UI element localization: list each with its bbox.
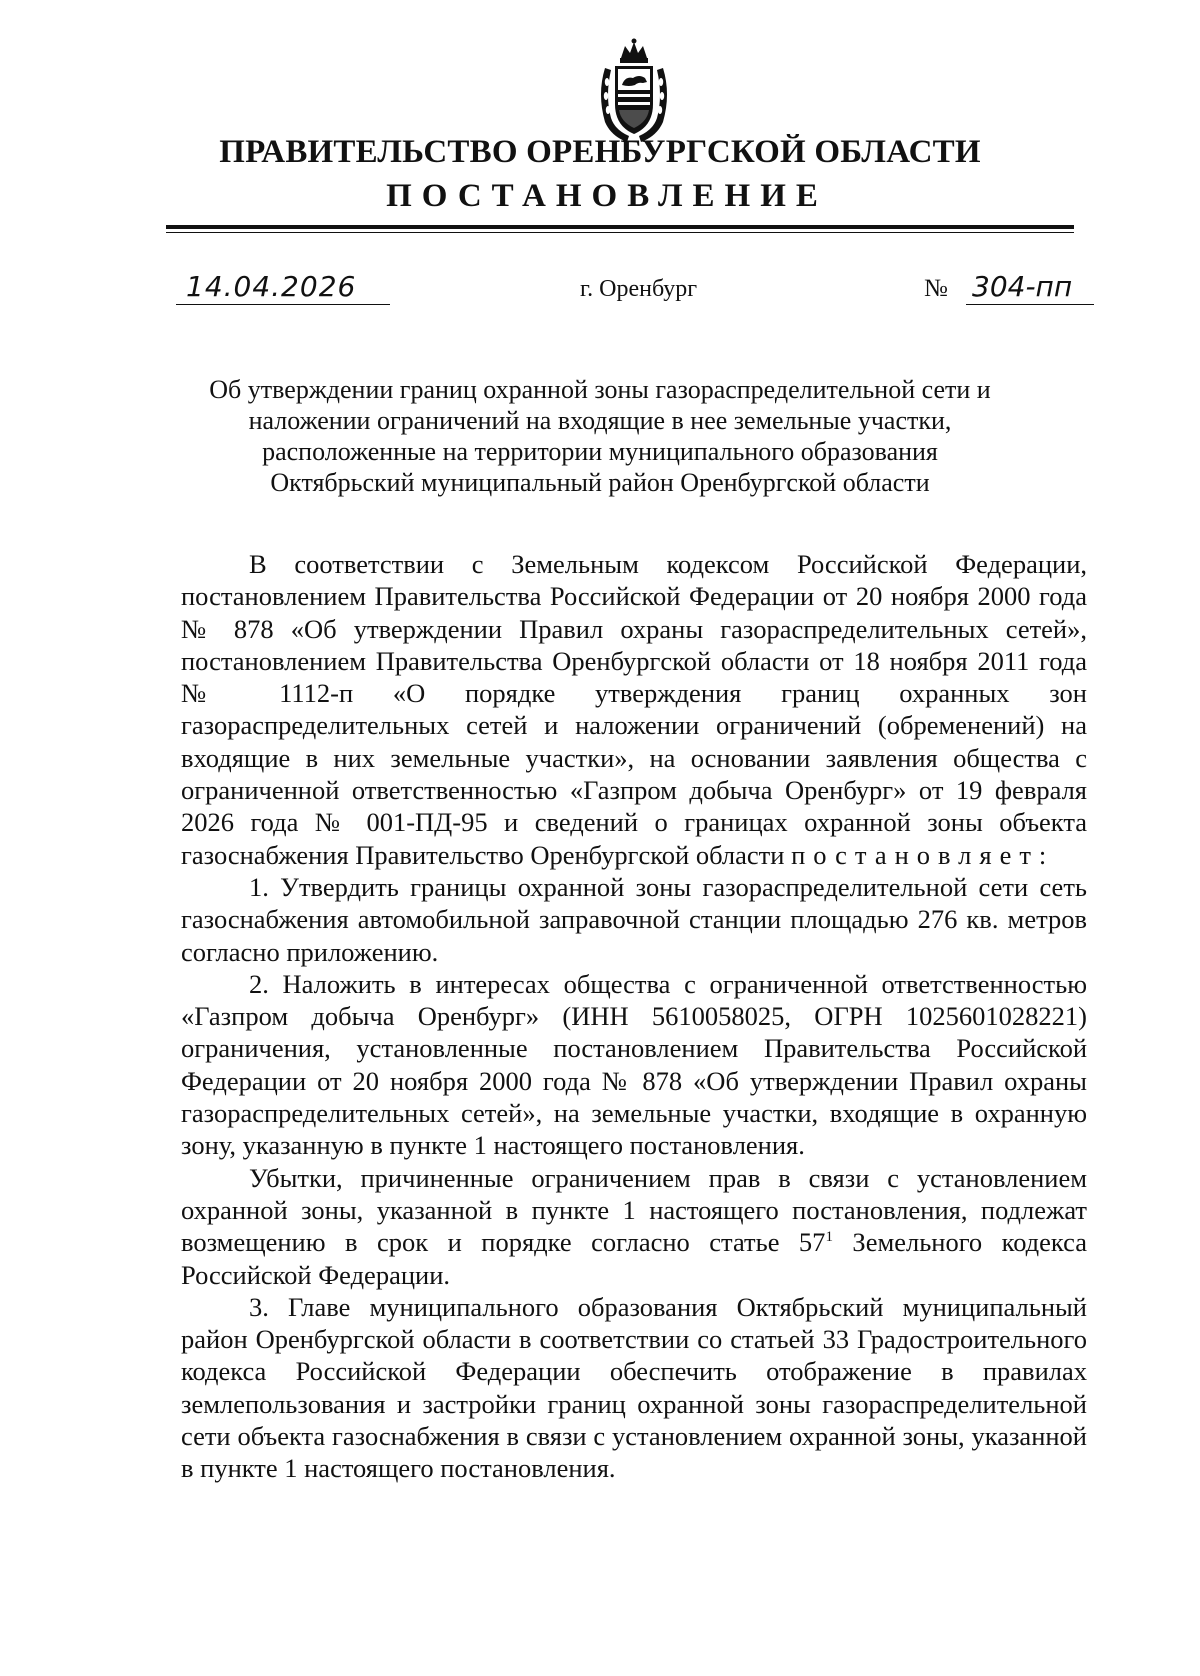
document-type-title: ПОСТАНОВЛЕНИЕ [386,178,828,214]
subject-line: Об утверждении границ охранной зоны газораспределительной сети и [209,375,991,404]
article-superscript: 1 [825,1229,833,1246]
document-subject [150,374,1050,498]
subject-line: расположенные на территории муниципального образования [262,437,938,466]
coat-of-arms-icon [591,38,677,146]
preamble-paragraph [181,548,1087,871]
header-rule-thick [166,225,1074,229]
item-2-paragraph: 2. Наложить в интересах общества с ограниченной ответственностью «Газпром добыча Оренбург» (ИНН 5610058025, ОГРН 1025601028221) ограничения, установленные постановлением Правительства Российской Федерации от 20 ноября 2000 года № 878 «Об утверждении Правил охраны газораспределительных сетей», на земельные участки, входящие в охранную зону, указанную в пункте 1 настоящего постановления. [181,968,1087,1161]
number-value: 304-пп [966,270,1094,305]
subject-line: наложении ограничений на входящие в нее земельные участки, [248,406,952,435]
document-body [181,548,1087,1485]
preamble-text: В соответствии с Земельным кодексом Российской Федерации, постановлением Правительства Российской Федерации от 20 ноября 2000 года № 878 «Об утверждении Правил охраны газораспределительных сетей», постановлением Правительства Оренбургской области от 18 ноября 2011 года № 1112-п «О порядке утверждения границ охранных зон газораспределительных сетей и наложении ограничений (обременений) на входящие в них земельные участки», на основании заявления общества с ограниченной ответственностью «Газпром добыча Оренбург» от 19 февраля 2026 года № 001-ПД-95 и сведений о границах охранной зоны объекта газоснабжения Правительство Оренбургской области [181,549,1087,870]
document-meta-row [0,270,1200,310]
number-sign: № [924,275,948,302]
government-title: ПРАВИТЕЛЬСТВО ОРЕНБУРГСКОЙ ОБЛАСТИ [219,134,981,170]
document-date: 14.04.2026 [176,270,390,305]
decrees-word: постановляет: [791,839,1055,870]
item-1-paragraph: 1. Утвердить границы охранной зоны газораспределительной сети сеть газоснабжения автомобильной заправочной станции площадью 276 кв. метров согласно приложению. [181,871,1087,967]
losses-text-end: Земельного кодекса Российской Федерации. [181,1227,1087,1290]
document-number [924,270,1094,304]
document-city: г. Оренбург [580,276,698,302]
losses-paragraph [181,1162,1087,1291]
subject-line: Октябрьский муниципальный район Оренбургской области [270,468,930,497]
losses-text: Убытки, причиненные ограничением прав в связи с установлением охранной зоны, указанной в пункте 1 настоящего постановления, подлежат возмещению в срок и порядке согласно статье 57 [181,1162,1087,1258]
header-rule-thin [166,232,1074,233]
item-3-paragraph: 3. Главе муниципального образования Октябрьский муниципальный район Оренбургской области в соответствии со статьей 33 Градостроительного кодекса Российской Федерации обеспечить отображение в правилах землепользования и застройки границ охранной зоны газораспределительной сети объекта газоснабжения в связи с установлением охранной зоны, указанной в пункте 1 настоящего постановления. [181,1291,1087,1484]
